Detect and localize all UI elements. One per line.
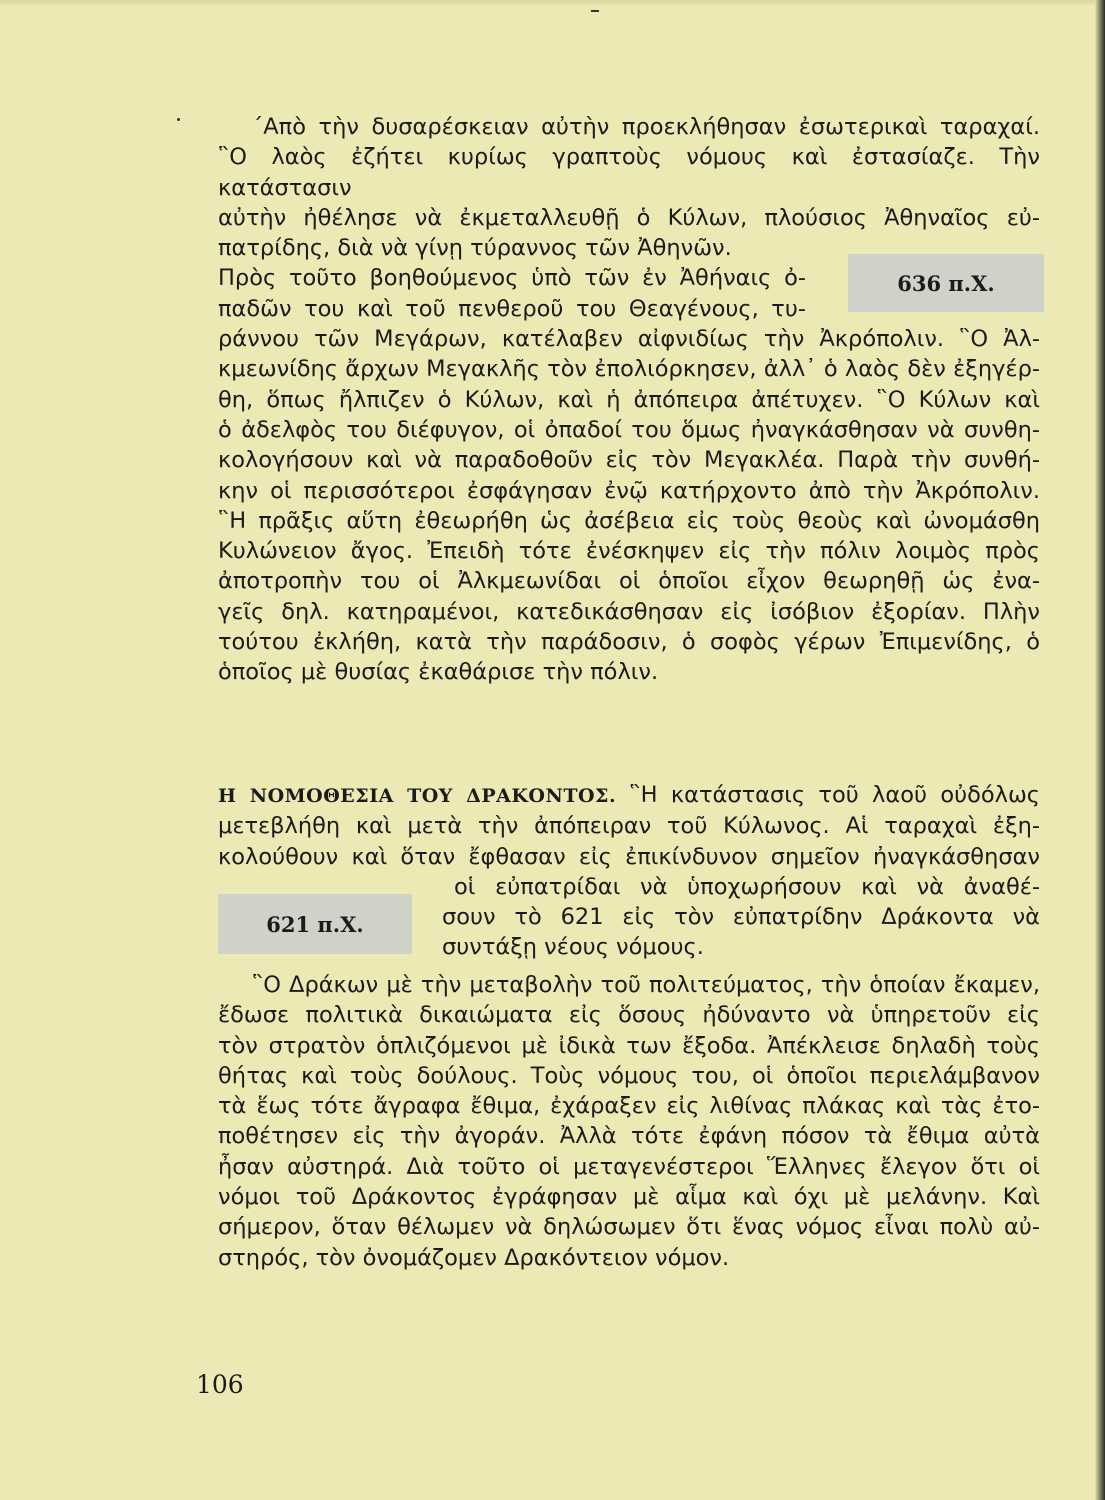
- page-number: 106: [196, 1370, 244, 1399]
- text-line: ῝Ο Δράκων μὲ τὴν μεταβολὴν τοῦ πολιτεύματος, τὴν ὁποίαν ἔκαμεν,: [252, 972, 1040, 998]
- text-line: γεῖς δηλ. κατηραμένοι, κατεδικάσθησαν εἰς ἰσόβιον ἐξορίαν. Πλὴν: [218, 598, 1040, 625]
- page-binding-edge: [1095, 0, 1105, 1500]
- text-line: τούτου ἐκλήθη, κατὰ τὴν παράδοσιν, ὁ σοφὸς γέρων Ἐπιμενίδης, ὁ: [218, 629, 1040, 656]
- print-mark: [591, 10, 599, 12]
- section-heading: Η ΝΟΜΟΘΕΣΙΑ ΤΟΥ ΔΡΑΚΟΝΤΟΣ.: [218, 785, 617, 807]
- text-line: κμεωνίδης ἄρχων Μεγακλῆς τὸν ἐπολιόρκησεν, ἀλλ᾿ ὁ λαὸς δὲν ἐξηγέρ-: [218, 356, 1040, 383]
- text-line: κολούθουν καὶ ὅταν ἔφθασαν εἰς ἐπικίνδυνον σημεῖον ἠναγκάσθησαν: [218, 843, 1040, 870]
- text-line: θήτας καὶ τοὺς δούλους. Τοὺς νόμους του, οἱ ὁποῖοι περιελάμβανον: [218, 1062, 1040, 1089]
- paragraph-draconian: [218, 970, 1040, 1273]
- text-line: μετεβλήθη καὶ μετὰ τὴν ἀπόπειραν τοῦ Κύλωνος. Αἱ ταραχαὶ ἐξη-: [218, 813, 1040, 840]
- paragraph-kylon: [218, 112, 1040, 688]
- text-line: ῝Η πρᾶξις αὕτη ἐθεωρήθη ὡς ἀσέβεια εἰς τοὺς θεοὺς καὶ ὠνομάσθη: [218, 507, 1040, 534]
- text-line: κολογήσουν καὶ νὰ παραδοθοῦν εἰς τὸν Μεγακλέα. Παρὰ τὴν συνθή-: [218, 447, 1040, 474]
- text-line: σουν τὸ 621 εἰς τὸν εὐπατρίδην Δράκοντα νὰ: [442, 904, 1040, 931]
- text-run: ῝Η κατάστασις τοῦ λαοῦ οὐδόλως: [616, 782, 1040, 808]
- text-line: ἔδωσε πολιτικὰ δικαιώματα εἰς ὅσους ἠδύναντο νὰ ὑπηρετοῦν εἰς: [218, 1002, 1040, 1029]
- text-line: θη, ὅπως ἤλπιζεν ὁ Κύλων, καὶ ἡ ἀπόπειρα ἀπέτυχεν. ῝Ο Κύλων καὶ: [218, 386, 1040, 413]
- text-line: στηρός, τὸν ὀνομάζομεν Δρακόντειον νόμον.: [218, 1244, 730, 1271]
- text-line: Πρὸς τοῦτο βοηθούμενος ὑπὸ τῶν ἐν Ἀθήναις ὀ-: [218, 265, 806, 292]
- text-line: παδῶν του καὶ τοῦ πενθεροῦ του Θεαγένους, τυ-: [218, 295, 806, 322]
- text-line: νόμοι τοῦ Δράκοντος ἐγράφησαν μὲ αἷμα καὶ όχι μὲ μελάνην. Καὶ: [218, 1184, 1040, 1211]
- margin-date-636: 636 π.Χ.: [848, 254, 1044, 312]
- text-line: συντάξῃ νέους νόμους.: [442, 934, 704, 961]
- text-line: ποθέτησεν εἰς τὴν ἀγοράν. Ἀλλὰ τότε ἐφάνη πόσον τὰ ἔθιμα αὐτὰ: [218, 1123, 1040, 1150]
- text-line: ράννου τῶν Μεγάρων, κατέλαβεν αἰφνιδίως τὴν Ἀκρόπολιν. ῝Ο Ἀλ-: [218, 326, 1040, 353]
- text-line: [218, 780, 1040, 811]
- text-line: ῝Ο λαὸς ἐζήτει κυρίως γραπτοὺς νόμους καὶ ἐστασίαζε. Τὴν κατάστασιν: [218, 144, 1040, 201]
- text-line: τὸν στρατὸν ὁπλιζόμενοι μὲ ἰδικὰ των ἔξοδα. Ἀπέκλεισε δηλαδὴ τοὺς: [218, 1032, 1040, 1059]
- text-line: πατρίδης, διὰ νὰ γίνῃ τύραννος τῶν Ἀθηνῶν.: [218, 235, 732, 262]
- text-line: ΄Απὸ τὴν δυσαρέσκειαν αὐτὴν προεκλήθησαν ἐσωτερικαὶ ταραχαί.: [252, 114, 1040, 140]
- text-line: ὁποῖος μὲ θυσίας ἐκαθάρισε τὴν πόλιν.: [218, 659, 659, 686]
- text-line: ἀποτροπὴν του οἱ Ἀλκμεωνίδαι οἱ ὁποῖοι εἶχον θεωρηθῇ ὡς ἐνα-: [218, 568, 1040, 595]
- text-line: οἱ εὐπατρίδαι νὰ ὑποχωρήσουν καὶ νὰ ἀναθέ-: [454, 873, 1040, 900]
- text-line: τὰ ἕως τότε ἄγραφα ἔθιμα, ἐχάραξεν εἰς λιθίνας πλάκας καὶ τὰς ἐτο-: [218, 1093, 1040, 1120]
- text-line: αὐτὴν ἠθέλησε νὰ ἐκμεταλλευθῇ ὁ Κύλων, πλούσιος Ἀθηναῖος εὐ-: [218, 204, 1040, 231]
- text-line: σήμερον, ὅταν θέλωμεν νὰ δηλώσωμεν ὅτι ἕνας νόμος εἶναι πολὺ αὐ-: [218, 1214, 1040, 1241]
- text-line: ἦσαν αὐστηρά. Διὰ τοῦτο οἱ μεταγενέστεροι Ἕλληνες ἔλεγον ὅτι οἱ: [218, 1153, 1040, 1180]
- page-top-edge: [0, 0, 1105, 6]
- text-line: ὁ ἀδελφὸς του διέφυγον, οἱ ὀπαδοί του ὅμως ἠναγκάσθησαν νὰ συνθη-: [218, 416, 1040, 443]
- margin-date-621: 621 π.Χ.: [218, 894, 412, 954]
- print-dot: [177, 118, 180, 121]
- text-line: Κυλώνειον ἄγος. Ἐπειδὴ τότε ἐνέσκηψεν εἰς τὴν πόλιν λοιμὸς πρὸς: [218, 538, 1040, 565]
- text-line: κην οἱ περισσότεροι ἐσφάγησαν ἐνῷ κατήρχοντο ἀπὸ τὴν Ἀκρόπολιν.: [218, 477, 1040, 504]
